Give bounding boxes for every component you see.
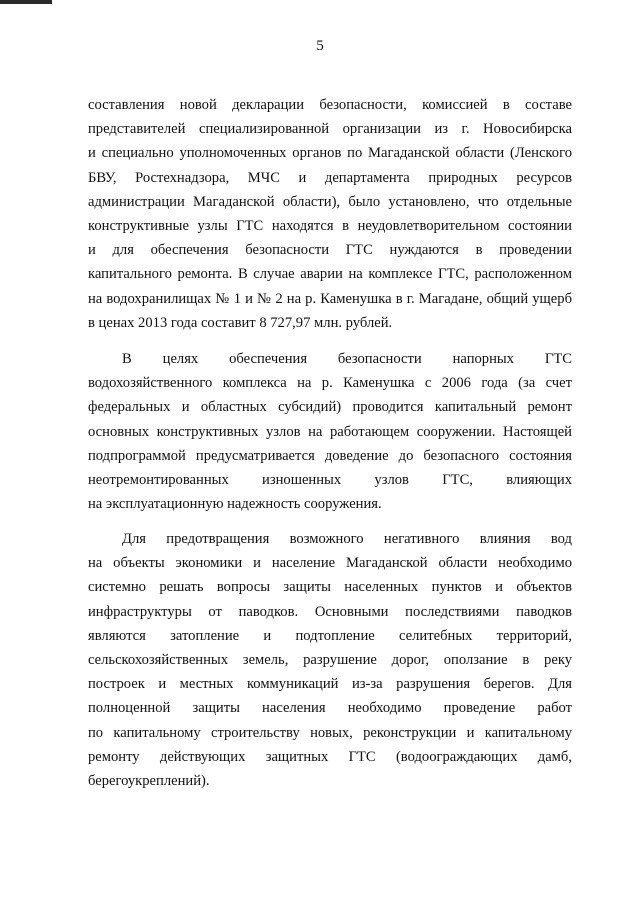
text-line: по капитальному строительству новых, реконструкции и капитальному <box>88 724 572 741</box>
text-line: ремонту действующих защитных ГТС (водоограждающих дамб, <box>88 748 572 765</box>
paragraph-2 <box>88 347 572 516</box>
text-line: инфраструктуры от паводков. Основными последствиями паводков <box>88 603 572 620</box>
text-line: капитального ремонта. В случае аварии на комплексе ГТС, расположенном <box>88 266 572 283</box>
text-line: составления новой декларации безопасности, комиссией в составе <box>88 97 572 113</box>
text-line: на эксплуатационную надежность сооружения. <box>88 496 382 513</box>
text-line: администрации Магаданской области), было установлено, что отдельные <box>88 193 572 210</box>
text-line: БВУ, Ростехнадзора, МЧС и департамента природных ресурсов <box>88 169 572 186</box>
text-line: в ценах 2013 года составит 8 727,97 млн. рублей. <box>88 314 393 331</box>
text-line: основных конструктивных узлов на работающем сооружении. Настоящей <box>88 423 572 440</box>
page-number: 5 <box>316 38 324 54</box>
text-line: полноценной защиты населения необходимо проведение работ <box>88 700 572 717</box>
text-line: и специально уполномоченных органов по Магаданской области (Ленского <box>88 145 572 162</box>
text-line: водохозяйственного комплекса на р. Каменушка с 2006 года (за счет <box>88 375 572 392</box>
text-line: неотремонтированных изношенных узлов ГТС, влияющих <box>88 471 572 488</box>
text-line: федеральных и областных субсидий) проводится капитальный ремонт <box>88 399 572 416</box>
paragraph-3 <box>88 527 572 793</box>
text-line: и для обеспечения безопасности ГТС нуждаются в проведении <box>88 242 572 259</box>
paragraph-1 <box>88 93 572 335</box>
text-line: сельскохозяйственных земель, разрушение дорог, оползание в реку <box>88 651 572 668</box>
text-line: представителей специализированной организации из г. Новосибирска <box>88 121 572 138</box>
text-line: В целях обеспечения безопасности напорных ГТС <box>122 351 572 367</box>
scan-corner-mark <box>0 0 52 4</box>
text-line: берегоукреплений). <box>88 772 210 789</box>
text-line: являются затопление и подтопление селитебных территорий, <box>88 627 572 644</box>
text-line: на водохранилищах № 1 и № 2 на р. Каменушка в г. Магадане, общий ущерб <box>88 290 572 307</box>
text-line: Для предотвращения возможного негативного влияния вод <box>122 531 572 547</box>
text-line: подпрограммой предусматривается доведение до безопасного состояния <box>88 447 572 464</box>
text-line: на объекты экономики и население Магаданской области необходимо <box>88 555 572 572</box>
text-line: конструктивные узлы ГТС находятся в неудовлетворительном состоянии <box>88 217 572 234</box>
text-line: построек и местных коммуникаций из-за разрушения берегов. Для <box>88 676 572 693</box>
text-line: системно решать вопросы защиты населенных пунктов и объектов <box>88 579 572 596</box>
